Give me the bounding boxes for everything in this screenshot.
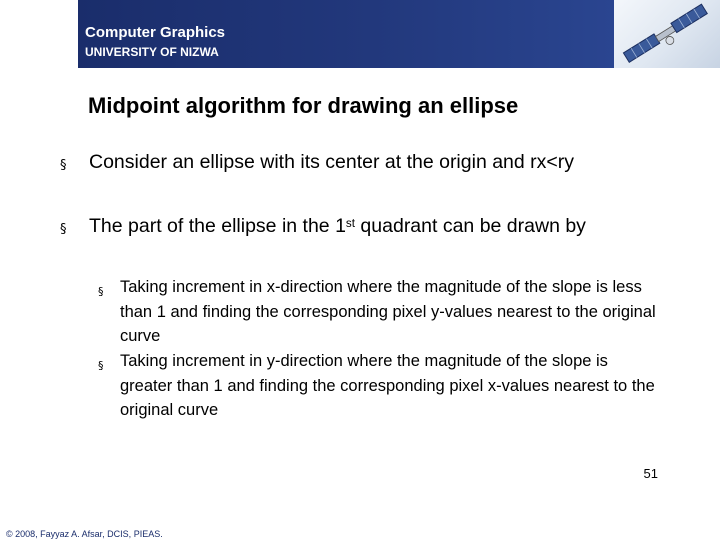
sub-bullet-item xyxy=(98,275,658,349)
sub-bullet-marker: § xyxy=(98,285,104,298)
bullet-item xyxy=(60,214,650,238)
bullet-marker: § xyxy=(60,158,67,173)
satellite-icon xyxy=(614,0,720,68)
bullet-marker: § xyxy=(60,222,67,237)
sub-bullet-marker: § xyxy=(98,359,104,372)
bullet-text: Consider an ellipse with its center at the origin and rx<ry xyxy=(89,151,575,173)
bullet-text: The part of the ellipse in the 1 xyxy=(89,215,346,237)
sub-bullet-text: Taking increment in x-direction where the magnitude of the slope is less than 1 and finding the corresponding pixel y-values nearest to the original curve xyxy=(120,278,656,345)
university-name: UNIVERSITY OF NIZWA xyxy=(85,45,219,59)
page-number: 51 xyxy=(643,466,658,481)
slide-title: Midpoint algorithm for drawing an ellipse xyxy=(88,93,519,118)
copyright-footer: © 2008, Fayyaz A. Afsar, DCIS, PIEAS. xyxy=(6,529,163,539)
bullet-item xyxy=(60,150,650,174)
course-title: Computer Graphics xyxy=(85,24,226,41)
satellite-logo-panel xyxy=(614,0,720,68)
sub-bullet-item xyxy=(98,349,658,423)
sub-bullet-text: Taking increment in y-direction where the magnitude of the slope is greater than 1 and finding the corresponding pixel x-values nearest to the original curve xyxy=(120,352,655,419)
bullet-text-continued: quadrant can be drawn by xyxy=(355,215,586,237)
header-bar xyxy=(78,0,614,68)
bullet-superscript: st xyxy=(345,217,356,230)
